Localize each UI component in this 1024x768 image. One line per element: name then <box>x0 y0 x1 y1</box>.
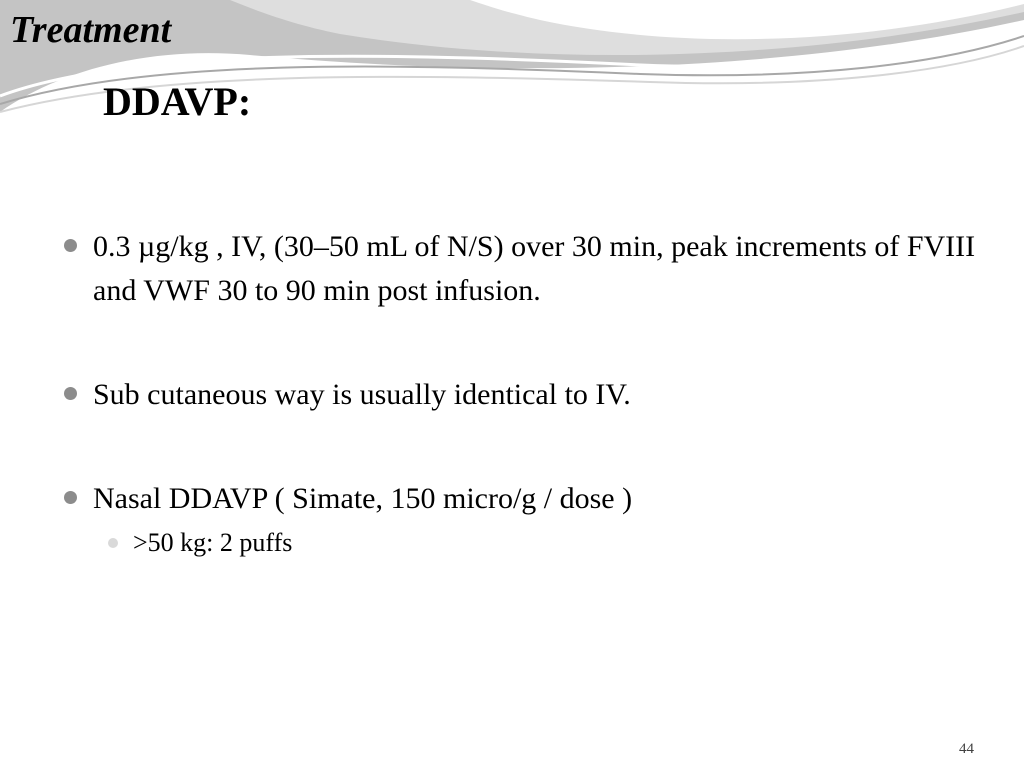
bullet-list <box>60 225 980 563</box>
bullet-text: 0.3 µg/kg , IV, (30–50 mL of N/S) over 30 min, peak increments of FVIII and VWF 30 to 90 min post infusion. <box>93 230 976 307</box>
bullet-dot-icon <box>64 239 77 252</box>
bullet-item-dosing <box>60 225 980 313</box>
page-number: 44 <box>959 741 974 757</box>
sub-bullet-text: >50 kg: 2 puffs <box>133 528 293 557</box>
slide-title: DDAVP: <box>103 79 252 124</box>
bullet-item-nasal <box>60 477 980 521</box>
sub-bullet-dot-icon <box>108 538 118 548</box>
bullet-item-subcutaneous <box>60 373 980 417</box>
bullet-dot-icon <box>64 387 77 400</box>
sub-bullet-item-puffs <box>100 523 980 563</box>
bullet-text: Nasal DDAVP ( Simate, 150 micro/g / dose ) <box>93 482 633 515</box>
bullet-dot-icon <box>64 491 77 504</box>
bullet-text: Sub cutaneous way is usually identical to IV. <box>93 378 631 411</box>
section-title: Treatment <box>10 9 172 51</box>
